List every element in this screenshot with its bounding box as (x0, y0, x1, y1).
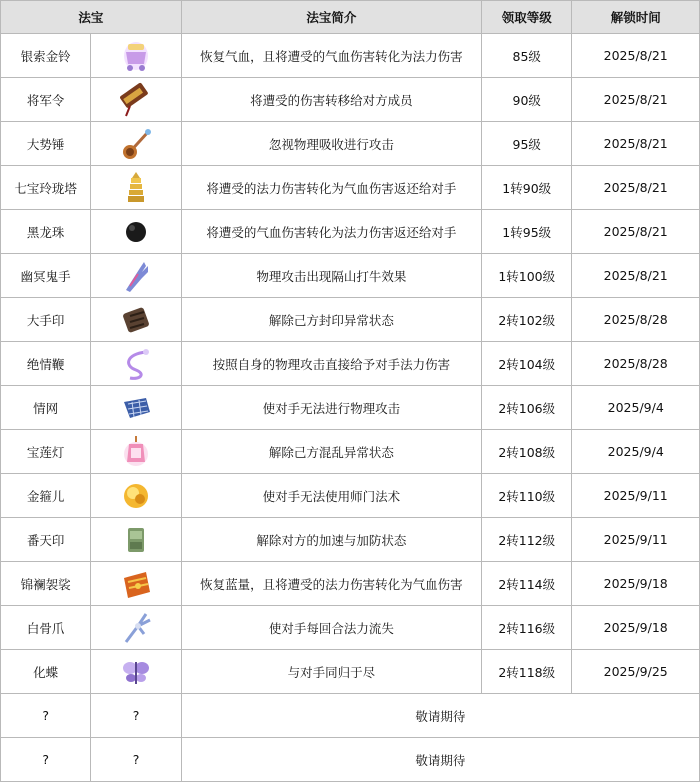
golden-hoop-icon (116, 476, 156, 516)
artifact-description: 解除己方混乱异常状态 (181, 430, 481, 474)
artifact-name: 大手印 (1, 298, 91, 342)
table-row (1, 650, 700, 694)
placeholder-name: ? (1, 738, 91, 782)
required-level: 2转106级 (482, 386, 572, 430)
unlock-date: 2025/8/28 (572, 342, 700, 386)
unlock-date: 2025/9/4 (572, 386, 700, 430)
unlock-date: 2025/8/21 (572, 210, 700, 254)
artifact-icon-cell (91, 518, 181, 562)
table-row (1, 518, 700, 562)
artifact-description: 使对手无法进行物理攻击 (181, 386, 481, 430)
artifact-description: 解除对方的加速与加防状态 (181, 518, 481, 562)
required-level: 1转90级 (482, 166, 572, 210)
coming-soon-text: 敬请期待 (181, 738, 699, 782)
table-row (1, 430, 700, 474)
table-row (1, 210, 700, 254)
unlock-date: 2025/9/11 (572, 474, 700, 518)
required-level: 2转118级 (482, 650, 572, 694)
great-hammer-icon (116, 124, 156, 164)
required-level: 2转102级 (482, 298, 572, 342)
table-row (1, 254, 700, 298)
table-row (1, 386, 700, 430)
artifact-icon-cell (91, 650, 181, 694)
artifact-name: 锦襕袈裟 (1, 562, 91, 606)
placeholder-icon: ? (91, 738, 181, 782)
artifact-icon-cell (91, 386, 181, 430)
artifact-name: 将军令 (1, 78, 91, 122)
artifact-name: 七宝玲珑塔 (1, 166, 91, 210)
artifact-icon-cell (91, 122, 181, 166)
artifact-name: 白骨爪 (1, 606, 91, 650)
artifact-icon-cell (91, 606, 181, 650)
artifact-name: 化蝶 (1, 650, 91, 694)
required-level: 2转104级 (482, 342, 572, 386)
required-level: 2转114级 (482, 562, 572, 606)
table-row (1, 298, 700, 342)
table-row (1, 474, 700, 518)
lotus-lantern-icon (116, 432, 156, 472)
artifact-description: 将遭受的气血伤害转化为法力伤害返还给对手 (181, 210, 481, 254)
artifact-name: 大势锤 (1, 122, 91, 166)
artifact-icon-cell (91, 166, 181, 210)
table-row (1, 34, 700, 78)
great-seal-icon (116, 300, 156, 340)
artifact-description: 物理攻击出现隔山打牛效果 (181, 254, 481, 298)
artifact-description: 使对手无法使用师门法术 (181, 474, 481, 518)
artifact-description: 将遭受的伤害转移给对方成员 (181, 78, 481, 122)
artifact-name: 银索金铃 (1, 34, 91, 78)
artifact-name: 幽冥鬼手 (1, 254, 91, 298)
required-level: 1转95级 (482, 210, 572, 254)
unlock-date: 2025/8/21 (572, 34, 700, 78)
artifact-description: 忽视物理吸收进行攻击 (181, 122, 481, 166)
unlock-date: 2025/9/18 (572, 562, 700, 606)
table-row (1, 342, 700, 386)
unlock-date: 2025/8/28 (572, 298, 700, 342)
artifact-name: 金箍儿 (1, 474, 91, 518)
required-level: 2转116级 (482, 606, 572, 650)
required-level: 1转100级 (482, 254, 572, 298)
artifact-icon-cell (91, 562, 181, 606)
header-unlock-time: 解锁时间 (572, 1, 700, 34)
heartless-whip-icon (116, 344, 156, 384)
artifact-description: 按照自身的物理攻击直接给予对手法力伤害 (181, 342, 481, 386)
header-level: 领取等级 (482, 1, 572, 34)
unlock-date: 2025/8/21 (572, 254, 700, 298)
placeholder-row (1, 738, 700, 782)
unlock-date: 2025/8/21 (572, 166, 700, 210)
placeholder-name: ? (1, 694, 91, 738)
brocade-cassock-icon (116, 564, 156, 604)
artifact-name: 黑龙珠 (1, 210, 91, 254)
table-row (1, 78, 700, 122)
coming-soon-text: 敬请期待 (181, 694, 699, 738)
unlock-date: 2025/9/4 (572, 430, 700, 474)
header-artifact: 法宝 (1, 1, 182, 34)
unlock-date: 2025/8/21 (572, 122, 700, 166)
artifact-icon-cell (91, 254, 181, 298)
unlock-date: 2025/9/25 (572, 650, 700, 694)
unlock-date: 2025/8/21 (572, 78, 700, 122)
artifact-name: 情网 (1, 386, 91, 430)
artifact-description: 解除己方封印异常状态 (181, 298, 481, 342)
seven-treasure-pagoda-icon (116, 168, 156, 208)
unlock-date: 2025/9/11 (572, 518, 700, 562)
ghost-hand-icon (116, 256, 156, 296)
love-net-icon (116, 388, 156, 428)
required-level: 85级 (482, 34, 572, 78)
artifact-description: 将遭受的法力伤害转化为气血伤害返还给对手 (181, 166, 481, 210)
table-row (1, 166, 700, 210)
artifact-name: 宝莲灯 (1, 430, 91, 474)
artifact-name: 绝情鞭 (1, 342, 91, 386)
artifact-description: 与对手同归于尽 (181, 650, 481, 694)
placeholder-row (1, 694, 700, 738)
artifact-icon-cell (91, 474, 181, 518)
required-level: 95级 (482, 122, 572, 166)
artifact-icon-cell (91, 210, 181, 254)
heaven-seal-icon (116, 520, 156, 560)
artifact-description: 恢复蓝量，且将遭受的法力伤害转化为气血伤害 (181, 562, 481, 606)
silver-rope-golden-bell-icon (116, 36, 156, 76)
table-row (1, 562, 700, 606)
artifact-icon-cell (91, 34, 181, 78)
artifact-icon-cell (91, 298, 181, 342)
required-level: 2转110级 (482, 474, 572, 518)
artifact-icon-cell (91, 342, 181, 386)
required-level: 2转108级 (482, 430, 572, 474)
artifact-description: 恢复气血，且将遭受的气血伤害转化为法力伤害 (181, 34, 481, 78)
white-bone-claw-icon (116, 608, 156, 648)
placeholder-icon: ? (91, 694, 181, 738)
table-row (1, 606, 700, 650)
unlock-date: 2025/9/18 (572, 606, 700, 650)
table-row (1, 122, 700, 166)
butterfly-icon (116, 652, 156, 692)
artifact-icon-cell (91, 430, 181, 474)
required-level: 2转112级 (482, 518, 572, 562)
general-token-icon (116, 80, 156, 120)
table-header-row (1, 1, 700, 34)
header-description: 法宝简介 (181, 1, 481, 34)
required-level: 90级 (482, 78, 572, 122)
artifact-description: 使对手每回合法力流失 (181, 606, 481, 650)
artifact-name: 番天印 (1, 518, 91, 562)
black-dragon-pearl-icon (116, 212, 156, 252)
artifact-icon-cell (91, 78, 181, 122)
